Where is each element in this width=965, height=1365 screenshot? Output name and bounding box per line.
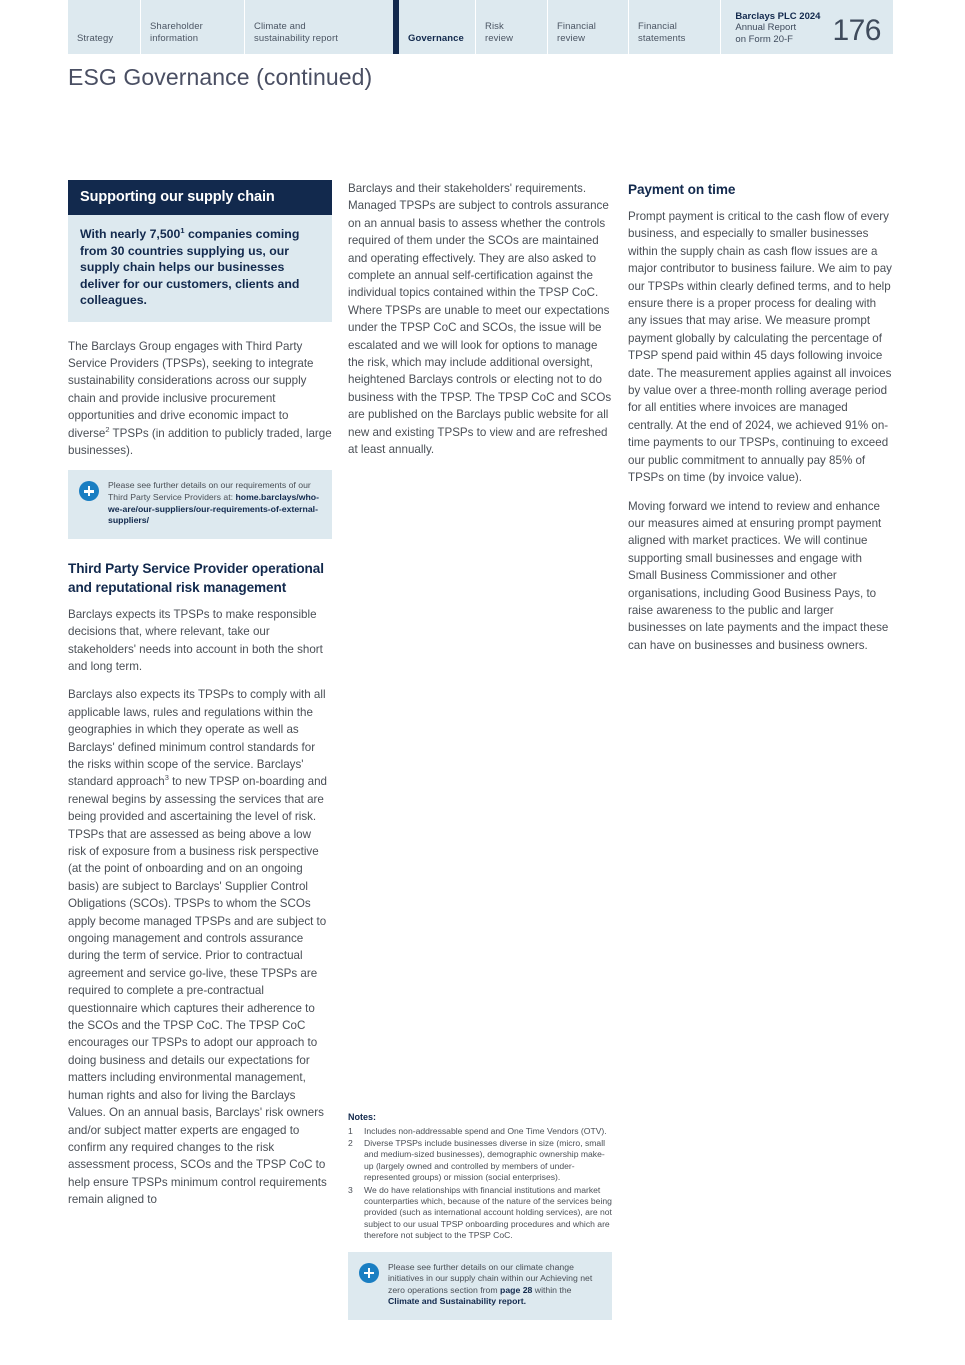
nav-tab-risk-review[interactable] <box>475 0 547 54</box>
para3-pre: Barclays also expects its TPSPs to comply with all applicable laws, rules and regulations within the geographies in which they operate as well as Barclays' defined minimum control standards for the risks within scope of the service. Barclays' standard approach <box>68 688 326 789</box>
para1-pre: The Barclays Group engages with Third Party Service Providers (TPSPs), seeking to integrate sustainability considerations across our supply chain and provide inclusive procurement opportunities and drive economic impact to diverse <box>68 339 314 440</box>
nav-tab-label: Financial <box>557 21 596 32</box>
notes-title: Notes: <box>348 1111 377 1122</box>
column3-paragraph-1: Prompt payment is critical to the cash flow of every business, and especially to smaller businesses within the supply chain as cash flow issues are a major contributor to business failure. We aim to pay our TPSPs within clearly defined terms, and to help ensure there is a proper process for dealing with any issues that may arise. We measure prompt payment globally by calculating the percentage of TPSP spend paid within 45 days following invoice date. The measurement applies against all invoices by value over a three-month rolling average period for all entities where invoices are managed centrally. At the end of 2024, we achieved 91% on-time payments to our TPSPs, continuing to exceed our public commitment to annually pay 85% of TPSPs on time (by invoice value). <box>628 210 892 485</box>
callout-text <box>388 1262 600 1308</box>
nav-tab-label: Shareholder <box>150 21 203 32</box>
nav-tab-label: information <box>150 32 199 44</box>
nav-tab-financial-statements[interactable] <box>628 0 720 54</box>
nav-tab-label: statements <box>638 32 686 44</box>
highlight-box-body <box>68 215 332 322</box>
content-columns <box>68 180 893 1320</box>
plus-circle-icon <box>359 1263 379 1283</box>
callout-text-part2: within the <box>532 1284 572 1295</box>
highlight-body-pre: With nearly 7,500 <box>80 227 181 241</box>
callout-text-lead: Please see further details on our requirements of our Third Party Service Providers at: <box>108 480 311 502</box>
report-subtitle-line2: on Form 20-F <box>735 33 793 45</box>
note-number: 2 <box>348 1137 353 1148</box>
nav-spacer <box>720 0 735 54</box>
nav-tab-label: Financial <box>638 21 677 32</box>
report-subtitle-line1: Annual Report <box>735 22 797 33</box>
column1-paragraph-2: Barclays expects its TPSPs to make responsible decisions that, where relevant, take our stakeholders' needs into account in both the short and long term. <box>68 607 323 673</box>
column-one <box>68 180 332 1320</box>
callout-report-reference[interactable]: Climate and Sustainability report. <box>388 1296 527 1307</box>
report-identity-block <box>735 0 893 54</box>
note-number: 3 <box>348 1184 353 1195</box>
note-item <box>348 1138 612 1184</box>
nav-tab-financial-review[interactable] <box>547 0 628 54</box>
callout-text <box>108 480 320 526</box>
page-header <box>68 0 893 54</box>
nav-tab-label: Climate and <box>254 21 306 32</box>
footnote-ref-3: 3 <box>164 773 169 783</box>
nav-tab-strategy[interactable] <box>68 0 140 54</box>
page-title: ESG Governance (continued) <box>68 64 373 90</box>
para3-post: to new TPSP on-boarding and renewal begins by assessing the services that are being provided and ascertaining the level of risk. TPSPs that are assessed as being above a low risk of exposure from a business risk perspective (at the point of onboarding and on an ongoing basis) are subject to Barclays' Supplier Control Obligations (SCOs). TPSPs to whom the SCOs apply become managed TPSPs and are subject to ongoing management and controls assurance during the term of service. Prior to contractual agreement and service go-live, these TPSPs are required to complete a pre-contractual questionnaire which captures their adherence to the SCOs and the TPSP CoC. The TPSP CoC encourages our TPSPs to adopt our approach to doing business and details our expectations for matters including environmental management, human rights and also for living the Barclays Values. On an annual basis, Barclays' risk owners and/or subject matter experts are engaged to confirm any required changes to the risk assessment process, SCOs and the TPSP CoC to help ensure TPSPs minimum control requirements remain aligned to <box>68 775 327 1207</box>
column-three <box>628 180 892 1320</box>
column3-paragraph-2: Moving forward we intend to review and enhance our measures aimed at ensuring prompt payment aligned with market practices. We will continue supporting small businesses and engage with Small Business Commissioner and other organisations, including Good Business Pays, to raise awareness to the public and larger businesses on late payments and the impact these can have on businesses and business owners. <box>628 499 889 652</box>
para1-post: TPSPs (in addition to publicly traded, large businesses). <box>68 426 332 457</box>
note-item <box>348 1126 612 1137</box>
nav-tab-governance[interactable] <box>393 0 475 54</box>
nav-tab-label: Governance <box>408 32 464 44</box>
plus-circle-icon <box>79 481 99 501</box>
nav-tab-label: Risk <box>485 21 504 32</box>
notes-section <box>348 1112 612 1320</box>
footnote-ref-2: 2 <box>105 424 110 434</box>
note-text: Diverse TPSPs include businesses diverse in size (micro, small and medium-sized businesses), demographic ownership make-up (largely owned and controlled by members of under-represented groups) or mission (social enterprises). <box>364 1137 606 1183</box>
supply-chain-highlight-box <box>68 180 332 322</box>
callout-text-part1: Please see further details on our climate change initiatives in our supply chain within our Achieving net zero operations section from <box>388 1261 593 1295</box>
nav-tab-label: review <box>557 32 586 44</box>
nav-tab-label: Strategy <box>77 32 114 44</box>
nav-tab-climate-and-sustainability-report[interactable] <box>244 0 393 54</box>
column1-paragraph-1 <box>68 338 332 460</box>
highlight-body-post: companies coming from 30 countries supplying us, our supply chain helps our businesses deliver for our customers, clients and colleagues. <box>80 227 300 307</box>
column-two <box>348 180 612 1320</box>
heading-tpsp-risk-management: Third Party Service Provider operational and reputational risk management <box>68 560 324 595</box>
note-text: Includes non-addressable spend and One Time Vendors (OTV). <box>364 1125 607 1136</box>
heading-payment-on-time: Payment on time <box>628 182 736 197</box>
callout-climate-report[interactable] <box>348 1252 612 1320</box>
nav-tab-shareholder-information[interactable] <box>140 0 244 54</box>
callout-link[interactable]: home.barclays/who-we-are/our-suppliers/our-requirements-of-external-suppliers/ <box>108 491 319 526</box>
report-title: Barclays PLC 2024 <box>735 10 821 22</box>
nav-tab-label: review <box>485 32 514 44</box>
nav-tab-label: sustainability report <box>254 32 338 44</box>
column2-paragraph-2: Managed TPSPs are subject to controls assurance on an annual basis to assess whether the controls required of them under the SCOs are maintained and operating effectively. They are also asked to complete an annual self-certification against the individual topics contained within the TPSP CoC. Where TPSPs are unable to meet our expectations under the TPSP CoC and SCOs, the issue will be escalated and we will look for options to manage the risk, which may include additional oversight, heightened Barclays controls or electing not to do business with the TPSP. The TPSP CoC and SCOs are published on the Barclays public website for all new and existing TPSPs to view and are refreshed at least annually. <box>348 199 612 457</box>
highlight-box-heading: Supporting our supply chain <box>68 180 332 215</box>
note-number: 1 <box>348 1125 353 1136</box>
note-text: We do have relationships with financial institutions and market counterparties which, because of the nature of the services being provided (such as international account holding services), are not subject to our usual TPSP onboarding procedures and which are therefore not subject to the TPSP CoC. <box>364 1184 612 1241</box>
page-number: 176 <box>832 14 881 47</box>
footnote-ref-1: 1 <box>180 225 185 235</box>
note-item <box>348 1185 612 1242</box>
column2-paragraph-1: Barclays and their stakeholders' requirements. <box>348 182 587 195</box>
callout-page-reference[interactable]: page 28 <box>500 1284 533 1295</box>
callout-supplier-requirements[interactable] <box>68 470 332 538</box>
column1-paragraph-3 <box>68 686 332 1208</box>
